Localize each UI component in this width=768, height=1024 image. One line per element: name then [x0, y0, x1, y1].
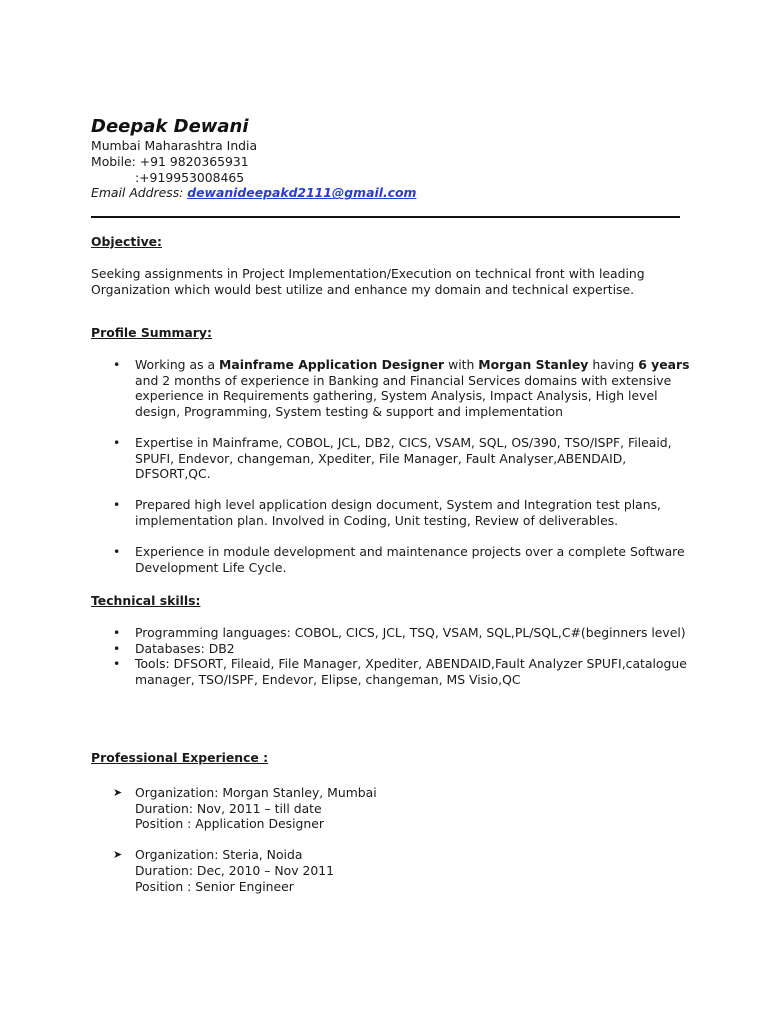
item-text: and 2 months of experience in Banking and Financial Services domains with extensive experience in Requirements gathering, System Analysis, Impact Analysis, High level design, Programming, System testing & support and implementation: [135, 372, 672, 419]
duration-text: Duration: Nov, 2011 – till date: [135, 800, 322, 816]
item-text: with: [444, 357, 479, 372]
bullet-icon: •: [113, 434, 121, 450]
bullet-icon: •: [113, 544, 121, 560]
bullet-icon: •: [113, 357, 121, 372]
list-item: [91, 656, 691, 687]
list-item: [91, 785, 691, 832]
email-line: [91, 185, 416, 201]
item-text: Working as a: [135, 357, 219, 372]
experience-list: [91, 785, 691, 910]
item-text: Programming languages: COBOL, CICS, JCL, TSQ, VSAM, SQL,PL/SQL,C#(beginners level): [135, 625, 686, 640]
duration-text: Duration: Dec, 2010 – Nov 2011: [135, 862, 335, 878]
objective-heading: Objective:: [91, 234, 163, 249]
email-label: Email Address:: [91, 185, 188, 201]
list-item: [91, 625, 691, 641]
item-text: Experience in module development and maintenance projects over a complete Software Development Life Cycle.: [135, 544, 685, 575]
arrow-icon: ➤: [113, 848, 123, 862]
item-text: having: [588, 357, 639, 372]
location-text: Mumbai Maharashtra India: [91, 138, 258, 153]
bullet-icon: •: [113, 656, 121, 672]
profile-summary-list: [91, 357, 691, 591]
list-item: [91, 544, 691, 575]
list-item: [91, 357, 691, 419]
alt-phone-text: :+919953008465: [135, 169, 245, 185]
list-item: [91, 435, 691, 482]
list-item: [91, 847, 691, 894]
organization-text: Organization: Steria, Noida: [135, 847, 303, 863]
professional-experience-heading: Professional Experience :: [91, 750, 269, 765]
arrow-icon: ➤: [113, 786, 123, 799]
technical-skills-heading: Technical skills:: [91, 593, 201, 608]
position-text: Position : Application Designer: [135, 816, 324, 832]
item-text: Expertise in Mainframe, COBOL, JCL, DB2, CICS, VSAM, SQL, OS/390, TSO/ISPF, Fileaid, SPUFI, Endevor, changeman, Xpediter, File Manager, Fault Analyser,ABENDAID, DFSORT,QC.: [135, 434, 672, 482]
list-item: [91, 497, 691, 528]
bullet-icon: •: [113, 625, 121, 640]
item-text: Databases: DB2: [135, 640, 235, 656]
mobile-text: Mobile: +91 9820365931: [91, 153, 249, 169]
bullet-icon: •: [113, 497, 121, 513]
item-text: Tools: DFSORT, Fileaid, File Manager, Xpediter, ABENDAID,Fault Analyzer SPUFI,catalogue manager, TSO/ISPF, Endevor, Elipse, changeman, MS Visio,QC: [135, 656, 687, 687]
candidate-name: Deepak Dewani: [91, 116, 249, 137]
header-divider: [91, 216, 680, 218]
technical-skills-list: [91, 625, 691, 687]
list-item: [91, 641, 691, 657]
organization-text: Organization: Morgan Stanley, Mumbai: [135, 785, 377, 800]
profile-summary-heading: Profile Summary:: [91, 325, 212, 340]
item-text: Prepared high level application design document, System and Integration test plans, implementation plan. Involved in Coding, Unit testing, Review of deliverables.: [135, 497, 661, 528]
contact-block: [91, 138, 416, 201]
objective-text: Seeking assignments in Project Implementation/Execution on technical front with leading Organization which would best utilize and enhance my domain and technical expertise.: [91, 266, 645, 297]
position-text: Position : Senior Engineer: [135, 878, 294, 894]
company-text: Morgan Stanley: [478, 357, 589, 372]
email-link[interactable]: dewanideepakd2111@gmail.com: [187, 185, 417, 201]
role-text: Mainframe Application Designer: [219, 357, 445, 372]
years-text: 6 years: [638, 357, 690, 372]
bullet-icon: •: [113, 640, 121, 656]
